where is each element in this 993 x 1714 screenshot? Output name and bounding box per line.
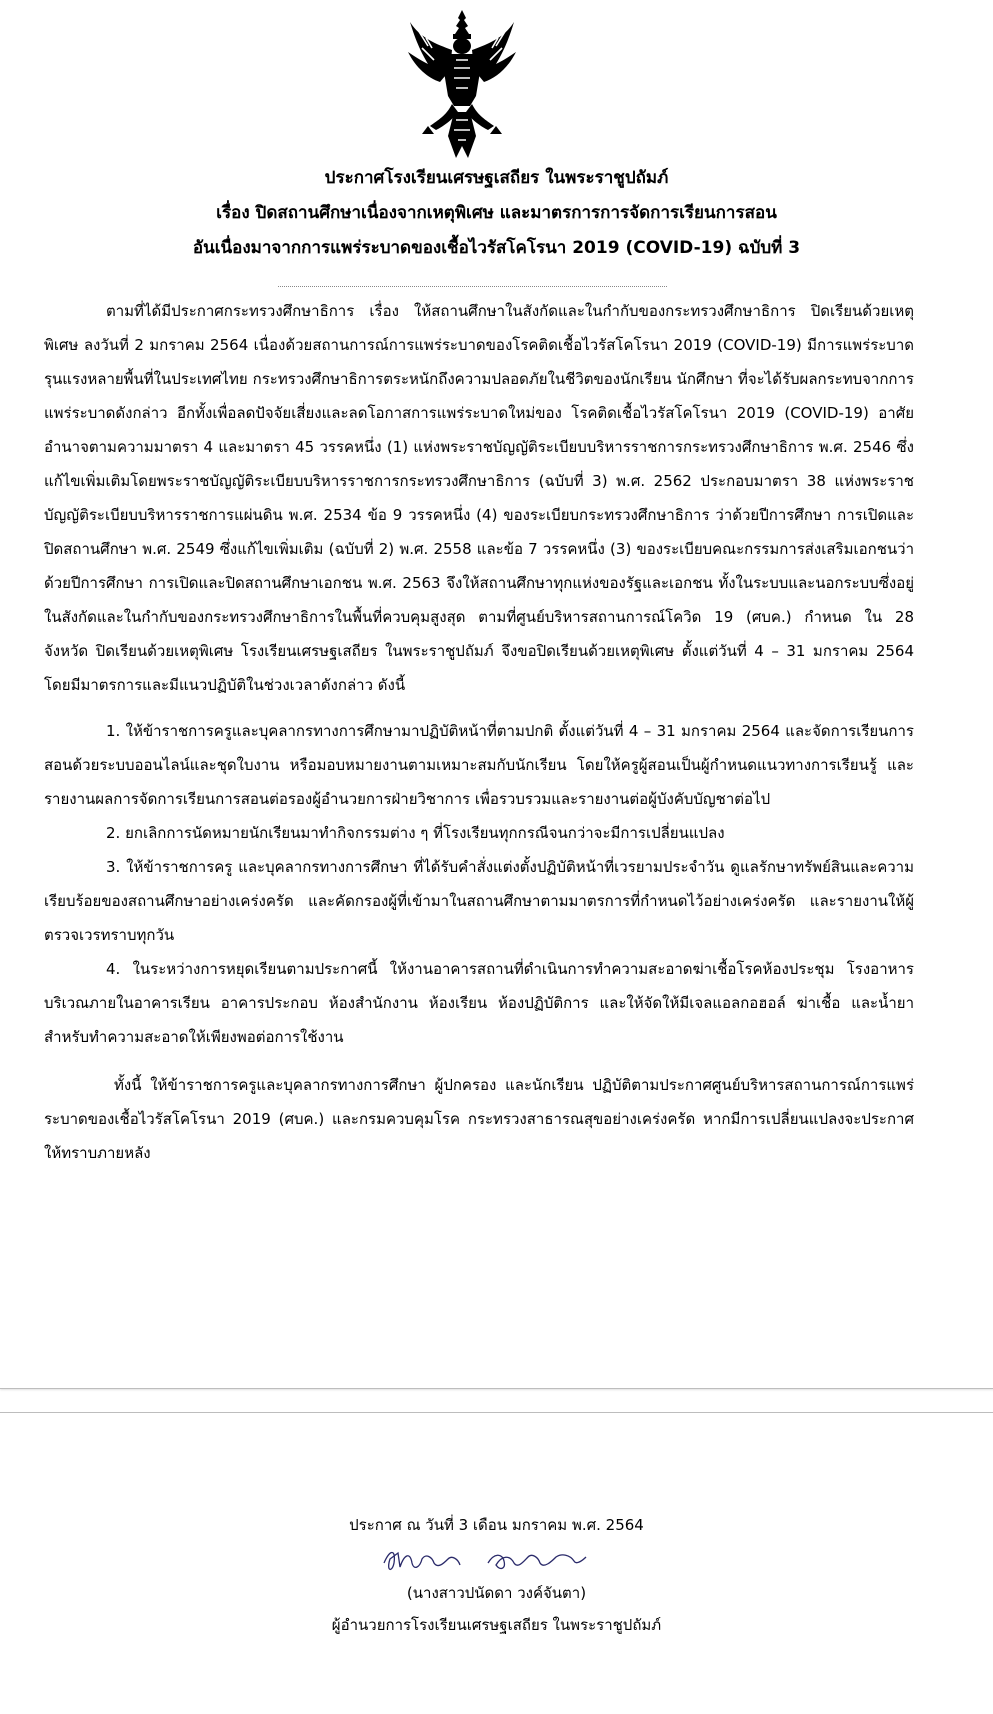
closing-paragraph: [44, 1068, 914, 1170]
measure-item-4: [44, 952, 914, 1054]
signer-name: (นางสาวปนัดดา วงค์จันตา): [406, 1584, 587, 1602]
garuda-emblem: [406, 8, 518, 160]
measure-item-2: [44, 816, 914, 850]
intro-paragraph: [44, 294, 914, 702]
title-line-2: เรื่อง ปิดสถานศึกษาเนื่องจากเหตุพิเศษ และมาตรการการจัดการเรียนการสอน: [216, 203, 777, 223]
measure-item-4-text: 4. ในระหว่างการหยุดเรียนตามประกาศนี้ ให้งานอาคารสถานที่ดำเนินการทำความสะอาดฆ่าเชื้อโรคห้องประชุม โรงอาหาร บริเวณภายในอาคารเรียน อาคารประกอบ ห้องสำนักงาน ห้องเรียน ห้องปฏิบัติการ และให้จัดให้มีเจลแอลกอฮอล์ ฆ่าเชื้อ และน้ำยาสำหรับทำความสะอาดให้เพียงพอต่อการใช้งาน: [44, 960, 914, 1046]
title-line-1: ประกาศโรงเรียนเศรษฐเสถียร ในพระราชูปถัมภ์: [324, 168, 669, 188]
announcement-body: [44, 294, 914, 1170]
measure-item-1-text: 1. ให้ข้าราชการครูและบุคลากรทางการศึกษามาปฏิบัติหน้าที่ตามปกติ ตั้งแต่วันที่ 4 – 31 มกราคม 2564 และจัดการเรียนการสอนด้วยระบบออนไลน์และชุดใบงาน หรือมอบหมายงานตามเหมาะสมกับนักเรียน โดยให้ครูผู้สอนเป็นผู้กำหนดแนวทางการเรียนรู้ และรายงานผลการจัดการเรียนการสอนต่อรองผู้อำนวยการฝ่ายวิชาการ เพื่อรวบรวมและรายงานต่อผู้บังคับบัญชาต่อไป: [44, 722, 914, 808]
signature-scribble: [376, 1541, 616, 1581]
measure-item-3-text: 3. ให้ข้าราชการครู และบุคลากรทางการศึกษา ที่ได้รับคำสั่งแต่งตั้งปฏิบัติหน้าที่เวรยามประจำวัน ดูแลรักษาทรัพย์สินและความเรียบร้อยของสถานศึกษาอย่างเคร่งครัด และคัดกรองผู้ที่เข้ามาในสถานศึกษาตามมาตรการที่กำหนดไว้อย่างเคร่งครัด และรายงานให้ผู้ตรวจเวรทราบทุกวัน: [44, 858, 914, 944]
measure-item-2-text: 2. ยกเลิกการนัดหมายนักเรียนมาทำกิจกรรมต่าง ๆ ที่โรงเรียนทุกกรณีจนกว่าจะมีการเปลี่ยนแปลง: [106, 824, 725, 842]
intro-text: ตามที่ได้มีประกาศกระทรวงศึกษาธิการ เรื่อง ให้สถานศึกษาในสังกัดและในกำกับของกระทรวงศึกษาธิการ ปิดเรียนด้วยเหตุพิเศษ ลงวันที่ 2 มกราคม 2564 เนื่องด้วยสถานการณ์การแพร่ระบาดของโรคติดเชื้อไวรัสโคโรนา 2019 (COVID-19) มีการแพร่ระบาดรุนแรงหลายพื้นที่ในประเทศไทย กระทรวงศึกษาธิการตระหนักถึงความปลอดภัยในชีวิตของนักเรียน นักศึกษา ที่จะได้รับผลกระทบจากการแพร่ระบาดดังกล่าว อีกทั้งเพื่อลดปัจจัยเสี่ยงและลดโอกาสการแพร่ระบาดใหม่ของ โรคติดเชื้อไวรัสโคโรนา 2019 (COVID-19) อาศัยอำนาจตามความมาตรา 4 และมาตรา 45 วรรคหนึ่ง (1) แห่งพระราชบัญญัติระเบียบบริหารราชการกระทรวงศึกษาธิการ พ.ศ. 2546 ซึ่งแก้ไขเพิ่มเติมโดยพระราชบัญญัติระเบียบบริหารราชการกระทรวงศึกษาธิการ (ฉบับที่ 3) พ.ศ. 2562 ประกอบมาตรา 38 แห่งพระราชบัญญัติระเบียบบริหารราชการแผ่นดิน พ.ศ. 2534 ข้อ 9 วรรคหนึ่ง (4) ของระเบียบกระทรวงศึกษาธิการ ว่าด้วยปีการศึกษา การเปิดและปิดสถานศึกษา พ.ศ. 2549 ซึ่งแก้ไขเพิ่มเติม (ฉบับที่ 2) พ.ศ. 2558 และข้อ 7 วรรคหนึ่ง (3) ของระเบียบคณะกรรมการส่งเสริมเอกชนว่าด้วยปีการศึกษา การเปิดและปิดสถานศึกษาเอกชน พ.ศ. 2563 จึงให้สถานศึกษาทุกแห่งของรัฐและเอกชน ทั้งในระบบและนอกระบบซึ่งอยู่ในสังกัดและในกำกับของกระทรวงศึกษาธิการในพื้นที่ควบคุมสูงสุด ตามที่ศูนย์บริหารสถานการณ์โควิด 19 (ศบค.) กำหนด ใน 28 จังหวัด ปิดเรียนด้วยเหตุพิเศษ โรงเรียนเศรษฐเสถียร ในพระราชูปถัมภ์ จึงขอปิดเรียนด้วยเหตุพิเศษ ตั้งแต่วันที่ 4 – 31 มกราคม 2564 โดยมีมาตรการและมีแนวปฏิบัติในช่วงเวลาดังกล่าว ดังนี้: [44, 302, 914, 694]
title-divider: [278, 286, 667, 287]
document-page-2: [0, 1412, 993, 1714]
announcement-date: ประกาศ ณ วันที่ 3 เดือน มกราคม พ.ศ. 2564: [349, 1516, 644, 1534]
handwritten-signature: [0, 1537, 993, 1579]
signature-block: [0, 1513, 993, 1639]
measure-item-3: [44, 850, 914, 952]
title-line-3: อันเนื่องมาจากการแพร่ระบาดของเชื้อไวรัสโคโรนา 2019 (COVID-19) ฉบับที่ 3: [192, 238, 801, 258]
measure-item-1: [44, 714, 914, 816]
announcement-title: [40, 166, 953, 261]
closing-text: ทั้งนี้ ให้ข้าราชการครูและบุคลากรทางการศึกษา ผู้ปกครอง และนักเรียน ปฏิบัติตามประกาศศูนย์บริหารสถานการณ์การแพร่ระบาดของเชื้อไวรัสโคโรนา 2019 (ศบค.) และกรมควบคุมโรค กระทรวงสาธารณสุขอย่างเคร่งครัด หากมีการเปลี่ยนแปลงจะประกาศให้ทราบภายหลัง: [44, 1076, 914, 1162]
signer-position: ผู้อำนวยการโรงเรียนเศรษฐเสถียร ในพระราชูปถัมภ์: [331, 1616, 662, 1634]
